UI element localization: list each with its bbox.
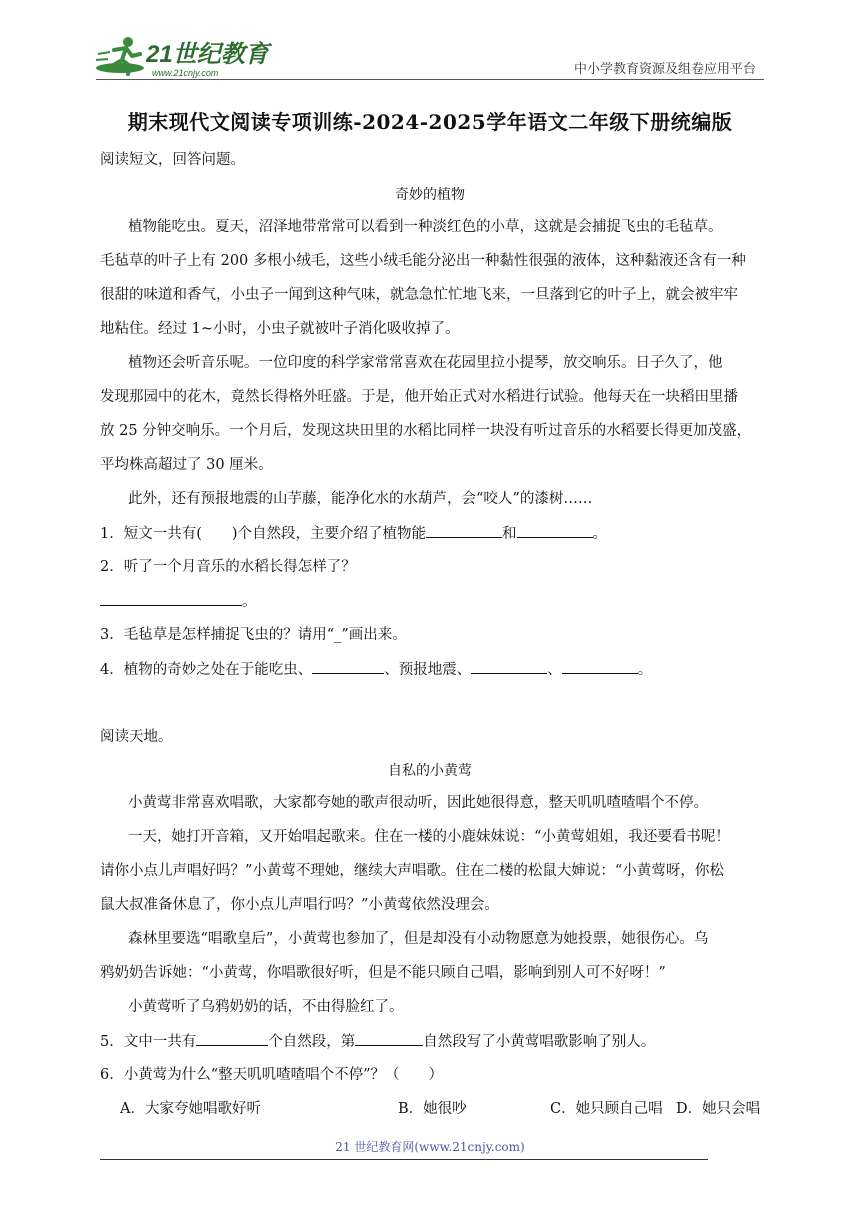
passage2-line: 小黄莺听了乌鸦奶奶的话，不由得脸红了。	[128, 999, 404, 1015]
passage1-line: 植物还会听音乐呢。一位印度的科学家常常喜欢在花园里拉小提琴，放交响乐。日子久了，他	[128, 355, 723, 371]
passage-title-1: 奇妙的植物	[395, 187, 465, 203]
passage1-line: 植物能吃虫。夏天，沼泽地带常常可以看到一种淡红色的小草，这就是会捕捉飞虫的毛毡草。	[128, 219, 723, 235]
instruction-1: 阅读短文，回答问题。	[100, 152, 245, 168]
question-2-answer: 。	[100, 591, 257, 612]
question-5: 5．文中一共有 个自然段，第 自然段写了小黄莺唱歌影响了别人。	[100, 1031, 655, 1052]
footer-divider	[100, 1159, 708, 1160]
site-logo	[92, 34, 272, 80]
passage2-line: 鼠大叔准备休息了，你小点儿声唱行吗？”小黄莺依然没理会。	[100, 897, 499, 913]
option-c[interactable]: C．她只顾自己唱	[550, 1101, 663, 1117]
question-1: 1．短文一共有( )个自然段，主要介绍了植物能 和 。	[100, 523, 607, 544]
passage2-line: 鸦奶奶告诉她：“小黄莺，你唱歌很好听，但是不能只顾自己唱，影响到别人可不好呀！”	[100, 965, 666, 981]
question-6: 6．小黄莺为什么“整天叽叽喳喳唱个不停”？（ ）	[100, 1067, 444, 1083]
option-a[interactable]: A．大家夸她唱歌好听	[120, 1101, 261, 1117]
answer-blank[interactable]	[196, 1031, 268, 1046]
passage-title-2: 自私的小黄莺	[388, 763, 472, 779]
passage1-line: 毛毡草的叶子上有 200 多根小绒毛，这些小绒毛能分泌出一种黏性很强的液体，这种黏液还含有一种	[100, 253, 746, 269]
passage2-line: 小黄莺非常喜欢唱歌，大家都夸她的歌声很动听，因此她很得意，整天叽叽喳喳唱个不停。	[128, 795, 708, 811]
question-2: 2．听了一个月音乐的水稻长得怎样了？	[100, 559, 356, 575]
answer-blank[interactable]	[355, 1031, 423, 1046]
answer-blank[interactable]	[517, 523, 593, 538]
question-3: 3．毛毡草是怎样捕捉飞虫的？请用“_”画出来。	[100, 627, 407, 643]
answer-blank[interactable]	[312, 659, 384, 674]
passage1-line: 很甜的味道和香气，小虫子一闻到这种气味，就急急忙忙地飞来，一旦落到它的叶子上，就会被牢牢	[100, 287, 738, 303]
passage2-line: 森林里要选“唱歌皇后”，小黄莺也参加了，但是却没有小动物愿意为她投票，她很伤心。乌	[128, 931, 709, 947]
option-b[interactable]: B．她很吵	[398, 1101, 467, 1117]
footer-source: 21 世纪教育网(www.21cnjy.com)	[335, 1140, 525, 1154]
passage1-line: 地粘住。经过 1~小时，小虫子就被叶子消化吸收掉了。	[100, 321, 460, 337]
passage1-line: 此外，还有预报地震的山芋藤，能净化水的水葫芦，会“咬人”的漆树……	[128, 491, 593, 507]
header-divider	[96, 79, 764, 80]
header-platform-text: 中小学教育资源及组卷应用平台	[573, 62, 756, 77]
passage2-line: 一天，她打开音箱，又开始唱起歌来。住在一楼的小鹿妹妹说：“小黄莺姐姐，我还要看书呢！	[128, 829, 730, 845]
runner-logo-icon	[92, 34, 272, 80]
instruction-2: 阅读天地。	[100, 729, 173, 745]
svg-text:21世纪教育: 21世纪教育	[146, 41, 269, 68]
answer-blank[interactable]	[471, 659, 547, 674]
option-d[interactable]: D．她只会唱	[676, 1101, 761, 1117]
passage2-line: 请你小点儿声唱好吗？”小黄莺不理她，继续大声唱歌。住在二楼的松鼠大婶说：“小黄莺呀，你松	[100, 863, 724, 879]
question-4: 4．植物的奇妙之处在于能吃虫、 、预报地震、 、 。	[100, 659, 652, 680]
passage1-line: 放 25 分钟交响乐。一个月后，发现这块田里的水稻比同样一块没有听过音乐的水稻要长得更加茂盛，	[100, 423, 752, 439]
answer-blank[interactable]	[562, 659, 638, 674]
passage1-line: 平均株高超过了 30 厘米。	[100, 457, 273, 473]
passage1-line: 发现那园中的花木，竟然长得格外旺盛。于是，他开始正式对水稻进行试验。他每天在一块稻田里播	[100, 389, 738, 405]
answer-blank[interactable]	[100, 591, 242, 606]
answer-blank[interactable]	[426, 523, 502, 538]
svg-text:www.21cnjy.com: www.21cnjy.com	[152, 68, 219, 78]
page-title: 期末现代文阅读专项训练-2024-2025学年语文二年级下册统编版	[127, 110, 733, 134]
